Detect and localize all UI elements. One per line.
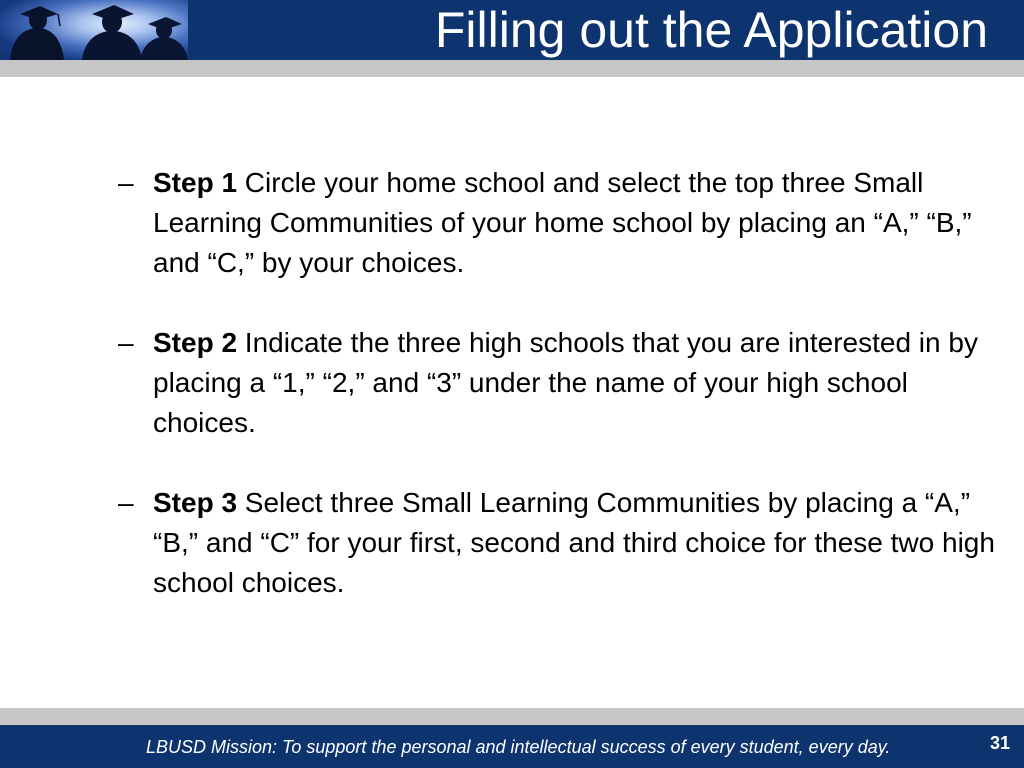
step-3 [118,483,998,603]
mission-statement: LBUSD Mission: To support the personal and intellectual success of every student, every day. [146,737,891,757]
page-number: 31 [989,733,1010,753]
bullet-dash: – [118,167,134,198]
step-text: Select three Small Learning Communities by placing a “A,” “B,” and “C” for your first, second and third choice for these two high school choices. [153,487,995,598]
footer-divider [0,708,1024,725]
header-divider [0,60,1024,77]
step-text: Indicate the three high schools that you are interested in by placing a “1,” “2,” and “3” under the name of your high school choices. [153,327,978,438]
steps-list [118,163,998,643]
step-text: Circle your home school and select the top three Small Learning Communities of your home school by placing an “A,” “B,” and “C,” by your choices. [153,167,972,278]
step-label: Step 3 [153,487,238,518]
bullet-dash: – [118,487,134,518]
graduates-silhouette-image [0,0,188,60]
step-label: Step 2 [153,327,238,358]
step-label: Step 1 [153,167,238,198]
step-2 [118,323,998,443]
footer-bar [0,725,1024,768]
step-1 [118,163,998,283]
slide-title: Filling out the Application [434,2,988,58]
bullet-dash: – [118,327,134,358]
header-bar [0,0,1024,60]
